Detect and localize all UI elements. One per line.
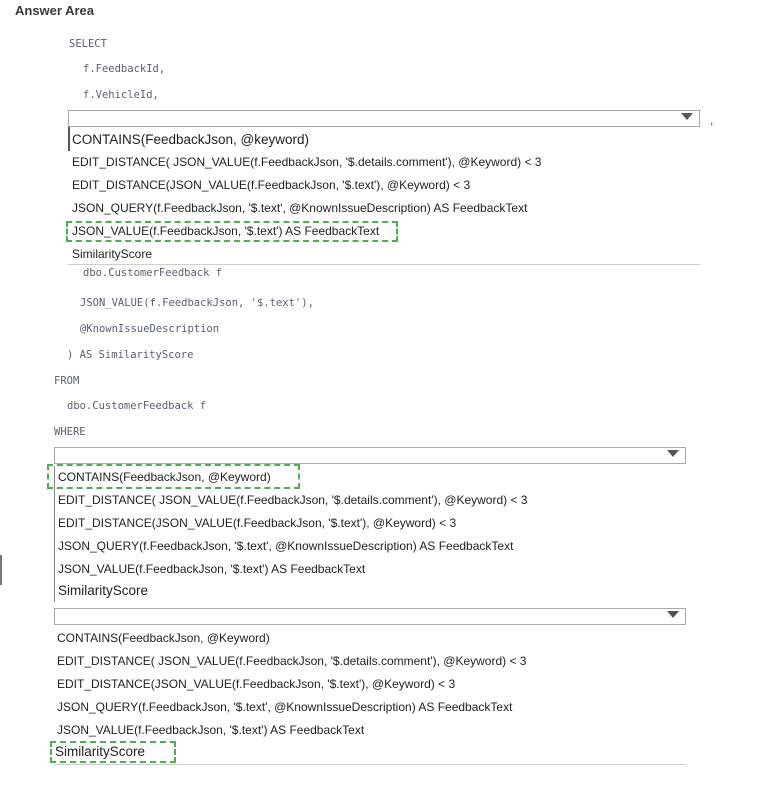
dropdown-select-column[interactable] <box>68 110 700 127</box>
code-json-value-line: JSON_VALUE(f.FeedbackJson, '$.text'), <box>80 297 314 309</box>
text-cursor <box>68 127 70 151</box>
chevron-down-icon[interactable] <box>681 113 693 120</box>
dropdown3-bottom-border <box>54 764 686 765</box>
code-from-table: dbo.CustomerFeedback f <box>67 400 207 412</box>
chevron-down-icon[interactable] <box>667 611 679 618</box>
code-select: SELECT <box>69 38 107 50</box>
dropdown2-option-5[interactable]: JSON_VALUE(f.FeedbackJson, '$.text') AS FeedbackText <box>58 562 366 576</box>
answer-area-title: Answer Area <box>15 3 94 18</box>
dropdown2-option-3[interactable]: EDIT_DISTANCE(JSON_VALUE(f.FeedbackJson, '$.text'), @Keyword) < 3 <box>58 516 457 530</box>
dropdown-order-by[interactable] <box>54 608 686 625</box>
dropdown3-option-6[interactable]: SimilarityScore <box>55 744 146 759</box>
dropdown2-option-2[interactable]: EDIT_DISTANCE( JSON_VALUE(f.FeedbackJson, '$.details.comment'), @Keyword) < 3 <box>58 493 528 507</box>
dropdown-where-condition[interactable] <box>54 447 686 464</box>
dropdown3-option-2[interactable]: EDIT_DISTANCE( JSON_VALUE(f.FeedbackJson, '$.details.comment'), @Keyword) < 3 <box>57 654 527 668</box>
dropdown2-option-1[interactable]: CONTAINS(FeedbackJson, @Keyword) <box>58 470 271 484</box>
dropdown1-bottom-border <box>68 264 700 265</box>
code-feedback-id: f.FeedbackId, <box>83 63 166 75</box>
dropdown3-option-3[interactable]: EDIT_DISTANCE(JSON_VALUE(f.FeedbackJson, '$.text'), @Keyword) < 3 <box>57 677 456 691</box>
dropdown3-option-1[interactable]: CONTAINS(FeedbackJson, @Keyword) <box>57 631 270 645</box>
code-vehicle-id: f.VehicleId, <box>83 89 159 101</box>
code-where: WHERE <box>54 426 86 438</box>
dropdown1-option-3[interactable]: EDIT_DISTANCE(JSON_VALUE(f.FeedbackJson, '$.text'), @Keyword) < 3 <box>72 178 471 192</box>
dropdown1-option-5[interactable]: JSON_VALUE(f.FeedbackJson, '$.text') AS FeedbackText <box>72 224 380 238</box>
dropdown2-left-border <box>54 466 55 602</box>
code-known-issue: @KnownIssueDescription <box>80 323 220 335</box>
dropdown2-option-4[interactable]: JSON_QUERY(f.FeedbackJson, '$.text', @KnownIssueDescription) AS FeedbackText <box>58 539 514 553</box>
code-as-similarity: ) AS SimilarityScore <box>67 349 194 361</box>
dropdown1-option-1[interactable]: CONTAINS(FeedbackJson, @keyword) <box>72 132 310 147</box>
dropdown1-option-2[interactable]: EDIT_DISTANCE( JSON_VALUE(f.FeedbackJson, '$.details.comment'), @Keyword) < 3 <box>72 155 542 169</box>
chevron-down-icon[interactable] <box>667 450 679 457</box>
left-edge-mark <box>0 555 2 585</box>
dropdown3-option-4[interactable]: JSON_QUERY(f.FeedbackJson, '$.text', @KnownIssueDescription) AS FeedbackText <box>57 700 513 714</box>
code-comma: , <box>710 113 714 127</box>
dropdown2-option-6[interactable]: SimilarityScore <box>58 583 149 598</box>
dropdown3-option-5[interactable]: JSON_VALUE(f.FeedbackJson, '$.text') AS FeedbackText <box>57 723 365 737</box>
code-from-inner: dbo.CustomerFeedback f <box>83 267 223 279</box>
dropdown1-option-4[interactable]: JSON_QUERY(f.FeedbackJson, '$.text', @KnownIssueDescription) AS FeedbackText <box>72 201 528 215</box>
dropdown1-option-6[interactable]: SimilarityScore <box>72 247 153 261</box>
code-from: FROM <box>54 375 80 387</box>
